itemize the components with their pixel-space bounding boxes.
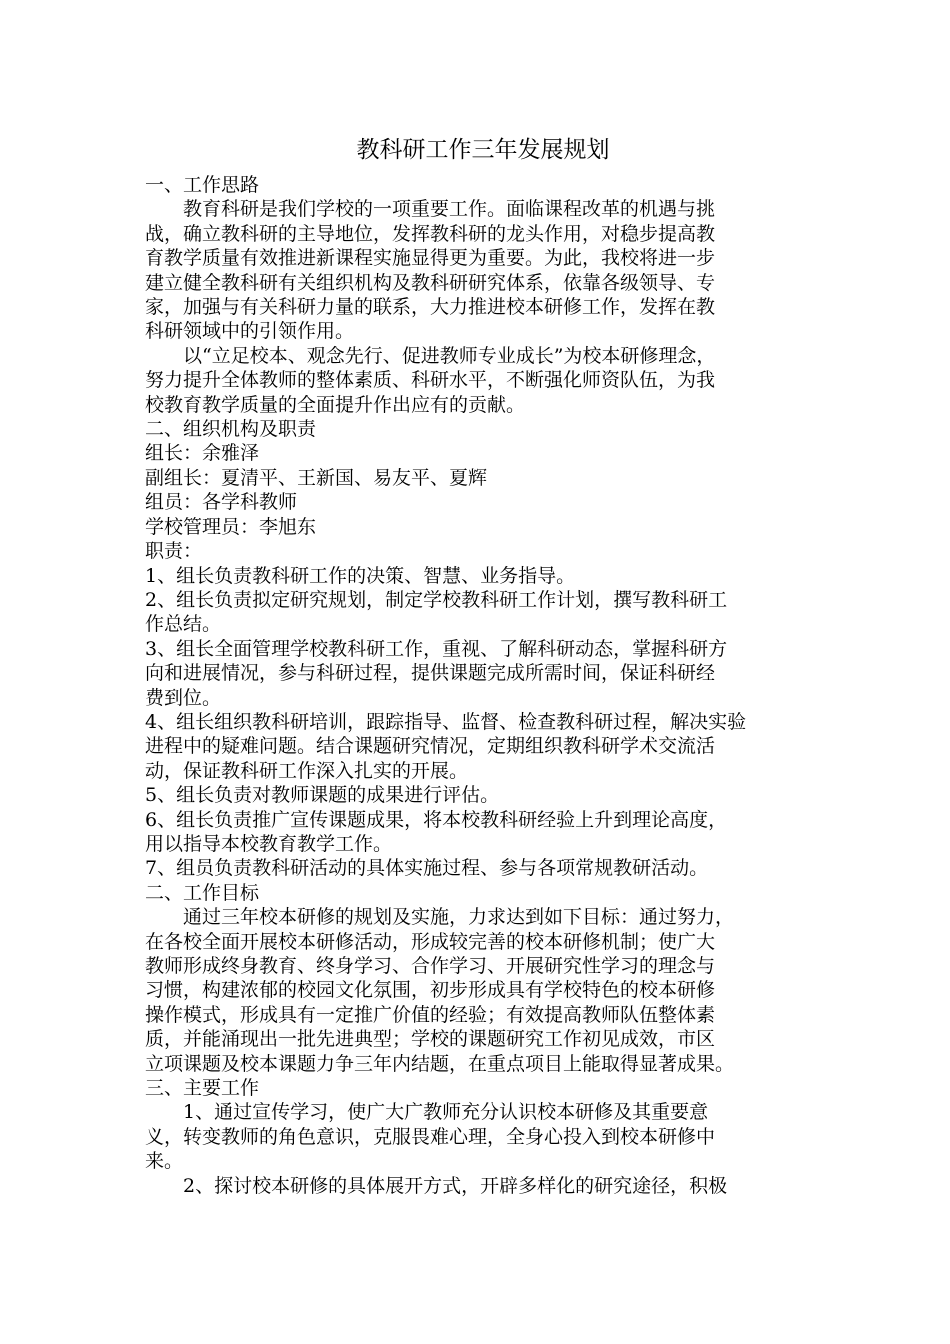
paragraph-line: 1、通过宣传学习，使广大广教师充分认识校本研修及其重要意 [183,1101,709,1124]
paragraph [145,344,821,417]
duty-line: 7、组员负责教科研活动的具体实施过程、参与各项常规教研活动。 [145,857,709,880]
paragraph-line: 习惯，构建浓郁的校园文化氛围，初步形成具有学校特色的校本研修 [145,979,716,1002]
duty-item [145,710,821,783]
duty-item [145,588,821,637]
paragraph-line: 科研领域中的引领作用。 [145,320,355,343]
paragraph-line: 义，转变教师的角色意识，克服畏难心理，全身心投入到校本研修中 [145,1125,716,1148]
paragraph-line: 立项课题及校本课题力争三年内结题，在重点项目上能取得显著成果。 [145,1052,735,1075]
duty-line: 用以指导本校教育教学工作。 [145,832,393,855]
duties-label: 职责： [145,540,203,563]
document-page [145,133,821,1198]
paragraph [145,905,821,1076]
paragraph-line: 校教育教学质量的全面提升作出应有的贡献。 [145,393,526,416]
duty-item [145,564,821,588]
section-organization [145,417,821,881]
section-heading: 一、工作思路 [145,174,260,196]
duty-line: 2、组长负责拟定研究规划，制定学校教科研工作计划，撰写教科研工 [145,588,728,611]
duty-line: 6、组长负责推广宣传课题成果，将本校教科研经验上升到理论高度， [145,808,728,831]
paragraph [145,1100,821,1173]
duty-line: 4、组长组织教科研培训，跟踪指导、监督、检查教科研过程，解决实验 [145,710,747,733]
section-heading: 二、组织机构及职责 [145,418,317,441]
section-heading: 三、主要工作 [145,1077,260,1100]
duty-line: 向和进展情况，参与科研过程，提供课题完成所需时间，保证科研经 [145,662,716,685]
leader-line: 组长：余雅泽 [145,442,260,465]
paragraph-line: 战，确立教科研的主导地位，发挥教科研的龙头作用，对稳步提高教 [145,222,716,245]
paragraph-line: 通过三年校本研修的规划及实施，力求达到如下目标：通过努力， [183,906,735,929]
duty-line: 3、组长全面管理学校教科研工作，重视、了解科研动态，掌握科研方 [145,637,728,660]
paragraph-line: 努力提升全体教师的整体素质、科研水平，不断强化师资队伍，为我 [145,369,716,392]
paragraph-line: 以“立足校本、观念先行、促进教师专业成长”为校本研修理念， [183,344,716,367]
paragraph-line: 建立健全教科研有关组织机构及教科研研究体系，依靠各级领导、专 [145,271,716,294]
paragraph-line: 操作模式，形成具有一定推广价值的经验；有效提高教师队伍整体素 [145,1003,716,1026]
duty-line: 动，保证教科研工作深入扎实的开展。 [145,759,469,782]
members-line: 组员：各学科教师 [145,491,298,514]
document-title: 教科研工作三年发展规划 [356,137,610,163]
paragraph-line: 在各校全面开展校本研修活动，形成较完善的校本研修机制；使广大 [145,930,716,953]
section-main-work [145,1076,821,1198]
paragraph-line: 2、探讨校本研修的具体展开方式，开辟多样化的研究途径，积极 [183,1174,728,1197]
section-work-goals [145,881,821,1076]
section-work-ideas [145,173,821,417]
duty-item [145,637,821,710]
duty-item [145,856,821,880]
admin-line: 学校管理员：李旭东 [145,515,317,538]
paragraph [145,1174,821,1198]
duty-item [145,783,821,807]
paragraph [145,197,821,343]
paragraph-line: 教师形成终身教育、终身学习、合作学习、开展研究性学习的理念与 [145,955,716,977]
duty-item [145,808,821,857]
paragraph-line: 教育科研是我们学校的一项重要工作。面临课程改革的机遇与挑 [183,198,716,221]
paragraph-line: 质，并能涌现出一批先进典型；学校的课题研究工作初见成效，市区 [145,1028,716,1051]
duty-line: 作总结。 [145,613,222,636]
duty-line: 5、组长负责对教师课题的成果进行评估。 [145,784,500,807]
paragraph-line: 来。 [145,1150,184,1173]
deputy-leader-line: 副组长：夏清平、王新国、易友平、夏辉 [145,466,488,489]
paragraph-line: 育教学质量有效推进新课程实施显得更为重要。为此，我校将进一步 [145,247,716,270]
paragraph-line: 家，加强与有关科研力量的联系，大力推进校本研修工作，发挥在教 [145,296,716,319]
duty-line: 进程中的疑难问题。结合课题研究情况，定期组织教科研学术交流活 [145,735,716,758]
duty-line: 1、组长负责教科研工作的决策、智慧、业务指导。 [145,564,576,587]
section-heading: 二、工作目标 [145,881,260,904]
duty-line: 费到位。 [145,686,222,709]
